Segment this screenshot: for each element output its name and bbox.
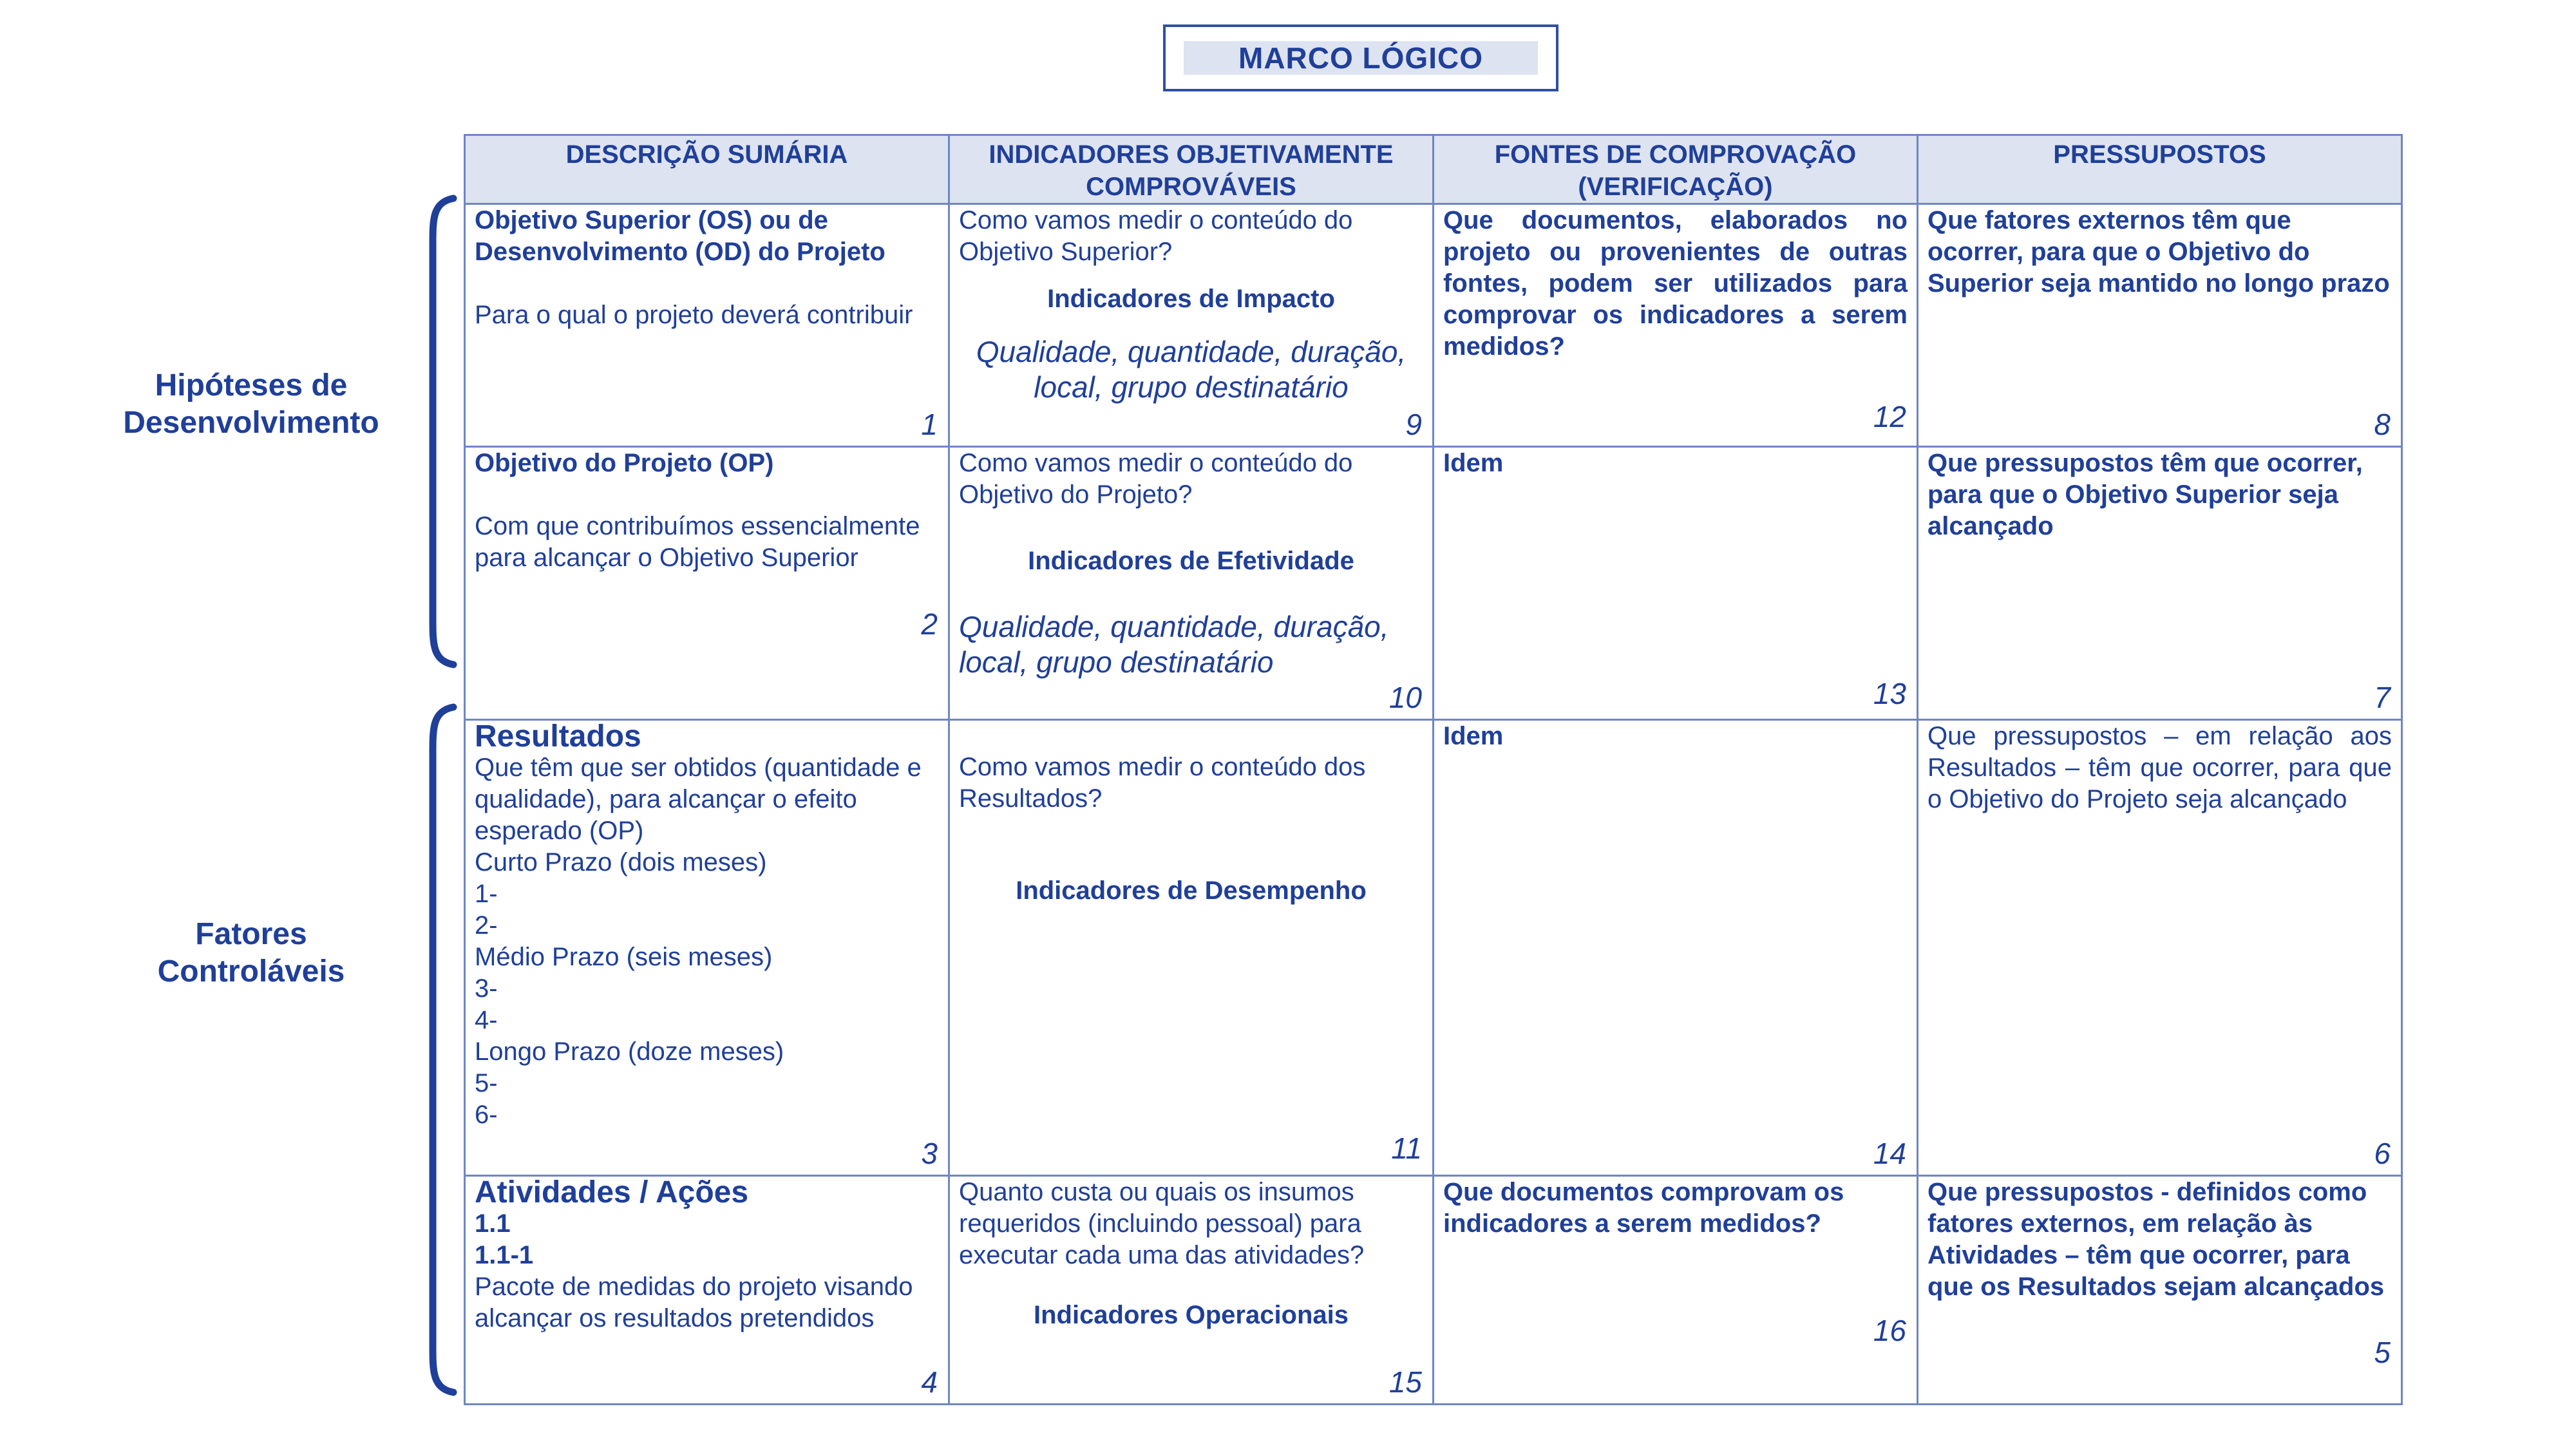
cell-number: 15 <box>1388 1365 1422 1399</box>
cell-text: Com que contribuímos essencialmente para alcançar o Objetivo Superior <box>475 512 920 572</box>
cell-number: 9 <box>1405 408 1422 441</box>
cell-number: 6 <box>2374 1137 2391 1170</box>
side-label-fatores: Fatores Controláveis <box>157 917 345 989</box>
cell-text: Pacote de medidas do projeto visando alcançar os resultados pretendidos <box>475 1273 913 1332</box>
indicator-dimensions: Qualidade, quantidade, duração, local, grupo destinatário <box>976 335 1406 404</box>
indicator-label: Indicadores de Impacto <box>1047 285 1335 313</box>
list-item: 4- <box>475 1006 498 1034</box>
cell-text: Que pressupostos - definidos como fatores externos, em relação às Atividades – têm que ocorrer, para que os Resultados sejam alcançados <box>1927 1178 2385 1301</box>
cell-number: 1 <box>921 408 938 441</box>
cell-text: Que pressupostos têm que ocorrer, para que o Objetivo Superior seja alcançado <box>1927 449 2363 540</box>
indicator-label: Indicadores de Efetividade <box>1028 547 1354 575</box>
list-item: 1- <box>475 880 498 908</box>
table-row <box>465 720 2402 1176</box>
header-row <box>465 135 2402 204</box>
indicator-dimensions: Qualidade, quantidade, duração, local, grupo destinatário <box>959 610 1389 679</box>
activity-number: 1.1-1 <box>475 1241 534 1269</box>
brace-top <box>420 193 459 670</box>
cell-ind <box>949 447 1434 720</box>
cell-number: 8 <box>2374 408 2391 441</box>
logical-framework-table <box>464 134 2403 1405</box>
cell-number: 12 <box>1873 400 1906 433</box>
cell-number: 2 <box>921 607 938 641</box>
list-item: 2- <box>475 911 498 940</box>
cell-title: Resultados <box>475 719 641 753</box>
cell-ind <box>949 1176 1434 1405</box>
list-item: 5- <box>475 1069 498 1097</box>
cell-text: Idem <box>1443 722 1504 750</box>
cell-text: Que documentos, elaborados no projeto ou provenientes de outras fontes, podem ser utilizados para comprovar os indicadores a serem medidos? <box>1443 206 1908 361</box>
cell-number: 16 <box>1873 1314 1906 1347</box>
cell-number: 11 <box>1391 1132 1422 1165</box>
cell-question: Como vamos medir o conteúdo do Objetivo do Projeto? <box>959 449 1353 509</box>
cell-ind <box>949 204 1434 447</box>
cell-fontes <box>1434 447 1918 720</box>
header-indicadores: INDICADORES OBJETIVAMENTE COMPROVÁVEIS <box>949 135 1434 204</box>
list-item: 6- <box>475 1101 498 1129</box>
side-label-hipoteses: Hipóteses de Desenvolvimento <box>123 368 379 440</box>
cell-number: 14 <box>1873 1137 1906 1170</box>
cell-press <box>1918 204 2402 447</box>
cell-number: 5 <box>2374 1336 2391 1369</box>
brace-bottom <box>420 702 459 1397</box>
cell-number: 10 <box>1388 681 1422 714</box>
cell-fontes <box>1434 1176 1918 1405</box>
table-row <box>465 1176 2402 1405</box>
cell-fontes <box>1434 204 1918 447</box>
indicator-label: Indicadores Operacionais <box>1033 1301 1349 1329</box>
cell-text: Que pressupostos – em relação aos Resultados – têm que ocorrer, para que o Objetivo do Projeto seja alcançado <box>1927 722 2392 813</box>
cell-desc <box>465 447 949 720</box>
page-title: MARCO LÓGICO <box>1184 41 1538 75</box>
term-label: Curto Prazo (dois meses) <box>475 848 767 876</box>
cell-press <box>1918 1176 2402 1405</box>
cell-text: Idem <box>1443 449 1504 477</box>
cell-number: 3 <box>921 1137 938 1170</box>
cell-press <box>1918 447 2402 720</box>
cell-number: 7 <box>2374 681 2391 714</box>
activity-number: 1.1 <box>475 1209 511 1238</box>
term-label: Médio Prazo (seis meses) <box>475 943 773 971</box>
cell-text: Que têm que ser obtidos (quantidade e qualidade), para alcançar o efeito esperado (OP) <box>475 753 922 845</box>
title-box <box>1163 24 1558 91</box>
cell-desc <box>465 1176 949 1405</box>
indicator-label: Indicadores de Desempenho <box>1016 876 1367 905</box>
cell-question: Quanto custa ou quais os insumos requeridos (incluindo pessoal) para executar cada uma das atividades? <box>959 1178 1365 1269</box>
cell-text: Que documentos comprovam os indicadores a serem medidos? <box>1443 1178 1844 1238</box>
cell-desc <box>465 720 949 1176</box>
cell-text: Para o qual o projeto deverá contribuir <box>475 301 913 329</box>
table-row <box>465 447 2402 720</box>
cell-ind <box>949 720 1434 1176</box>
cell-number: 4 <box>921 1365 938 1399</box>
term-label: Longo Prazo (doze meses) <box>475 1037 784 1066</box>
cell-question: Como vamos medir o conteúdo dos Resultados? <box>959 753 1366 813</box>
header-pressupostos: PRESSUPOSTOS <box>1918 135 2402 204</box>
cell-number: 13 <box>1873 677 1906 710</box>
cell-title: Atividades / Ações <box>475 1175 749 1209</box>
cell-fontes <box>1434 720 1918 1176</box>
list-item: 3- <box>475 974 498 1003</box>
cell-question: Como vamos medir o conteúdo do Objetivo Superior? <box>959 206 1353 266</box>
cell-title: Objetivo Superior (OS) ou de Desenvolvimento (OD) do Projeto <box>475 206 886 266</box>
header-descricao: DESCRIÇÃO SUMÁRIA <box>465 135 949 204</box>
table-row <box>465 204 2402 447</box>
header-fontes: FONTES DE COMPROVAÇÃO (VERIFICAÇÃO) <box>1434 135 1918 204</box>
cell-text: Que fatores externos têm que ocorrer, para que o Objetivo do Superior seja mantido no longo prazo <box>1927 206 2390 298</box>
cell-desc <box>465 204 949 447</box>
cell-press <box>1918 720 2402 1176</box>
cell-title: Objetivo do Projeto (OP) <box>475 449 774 477</box>
